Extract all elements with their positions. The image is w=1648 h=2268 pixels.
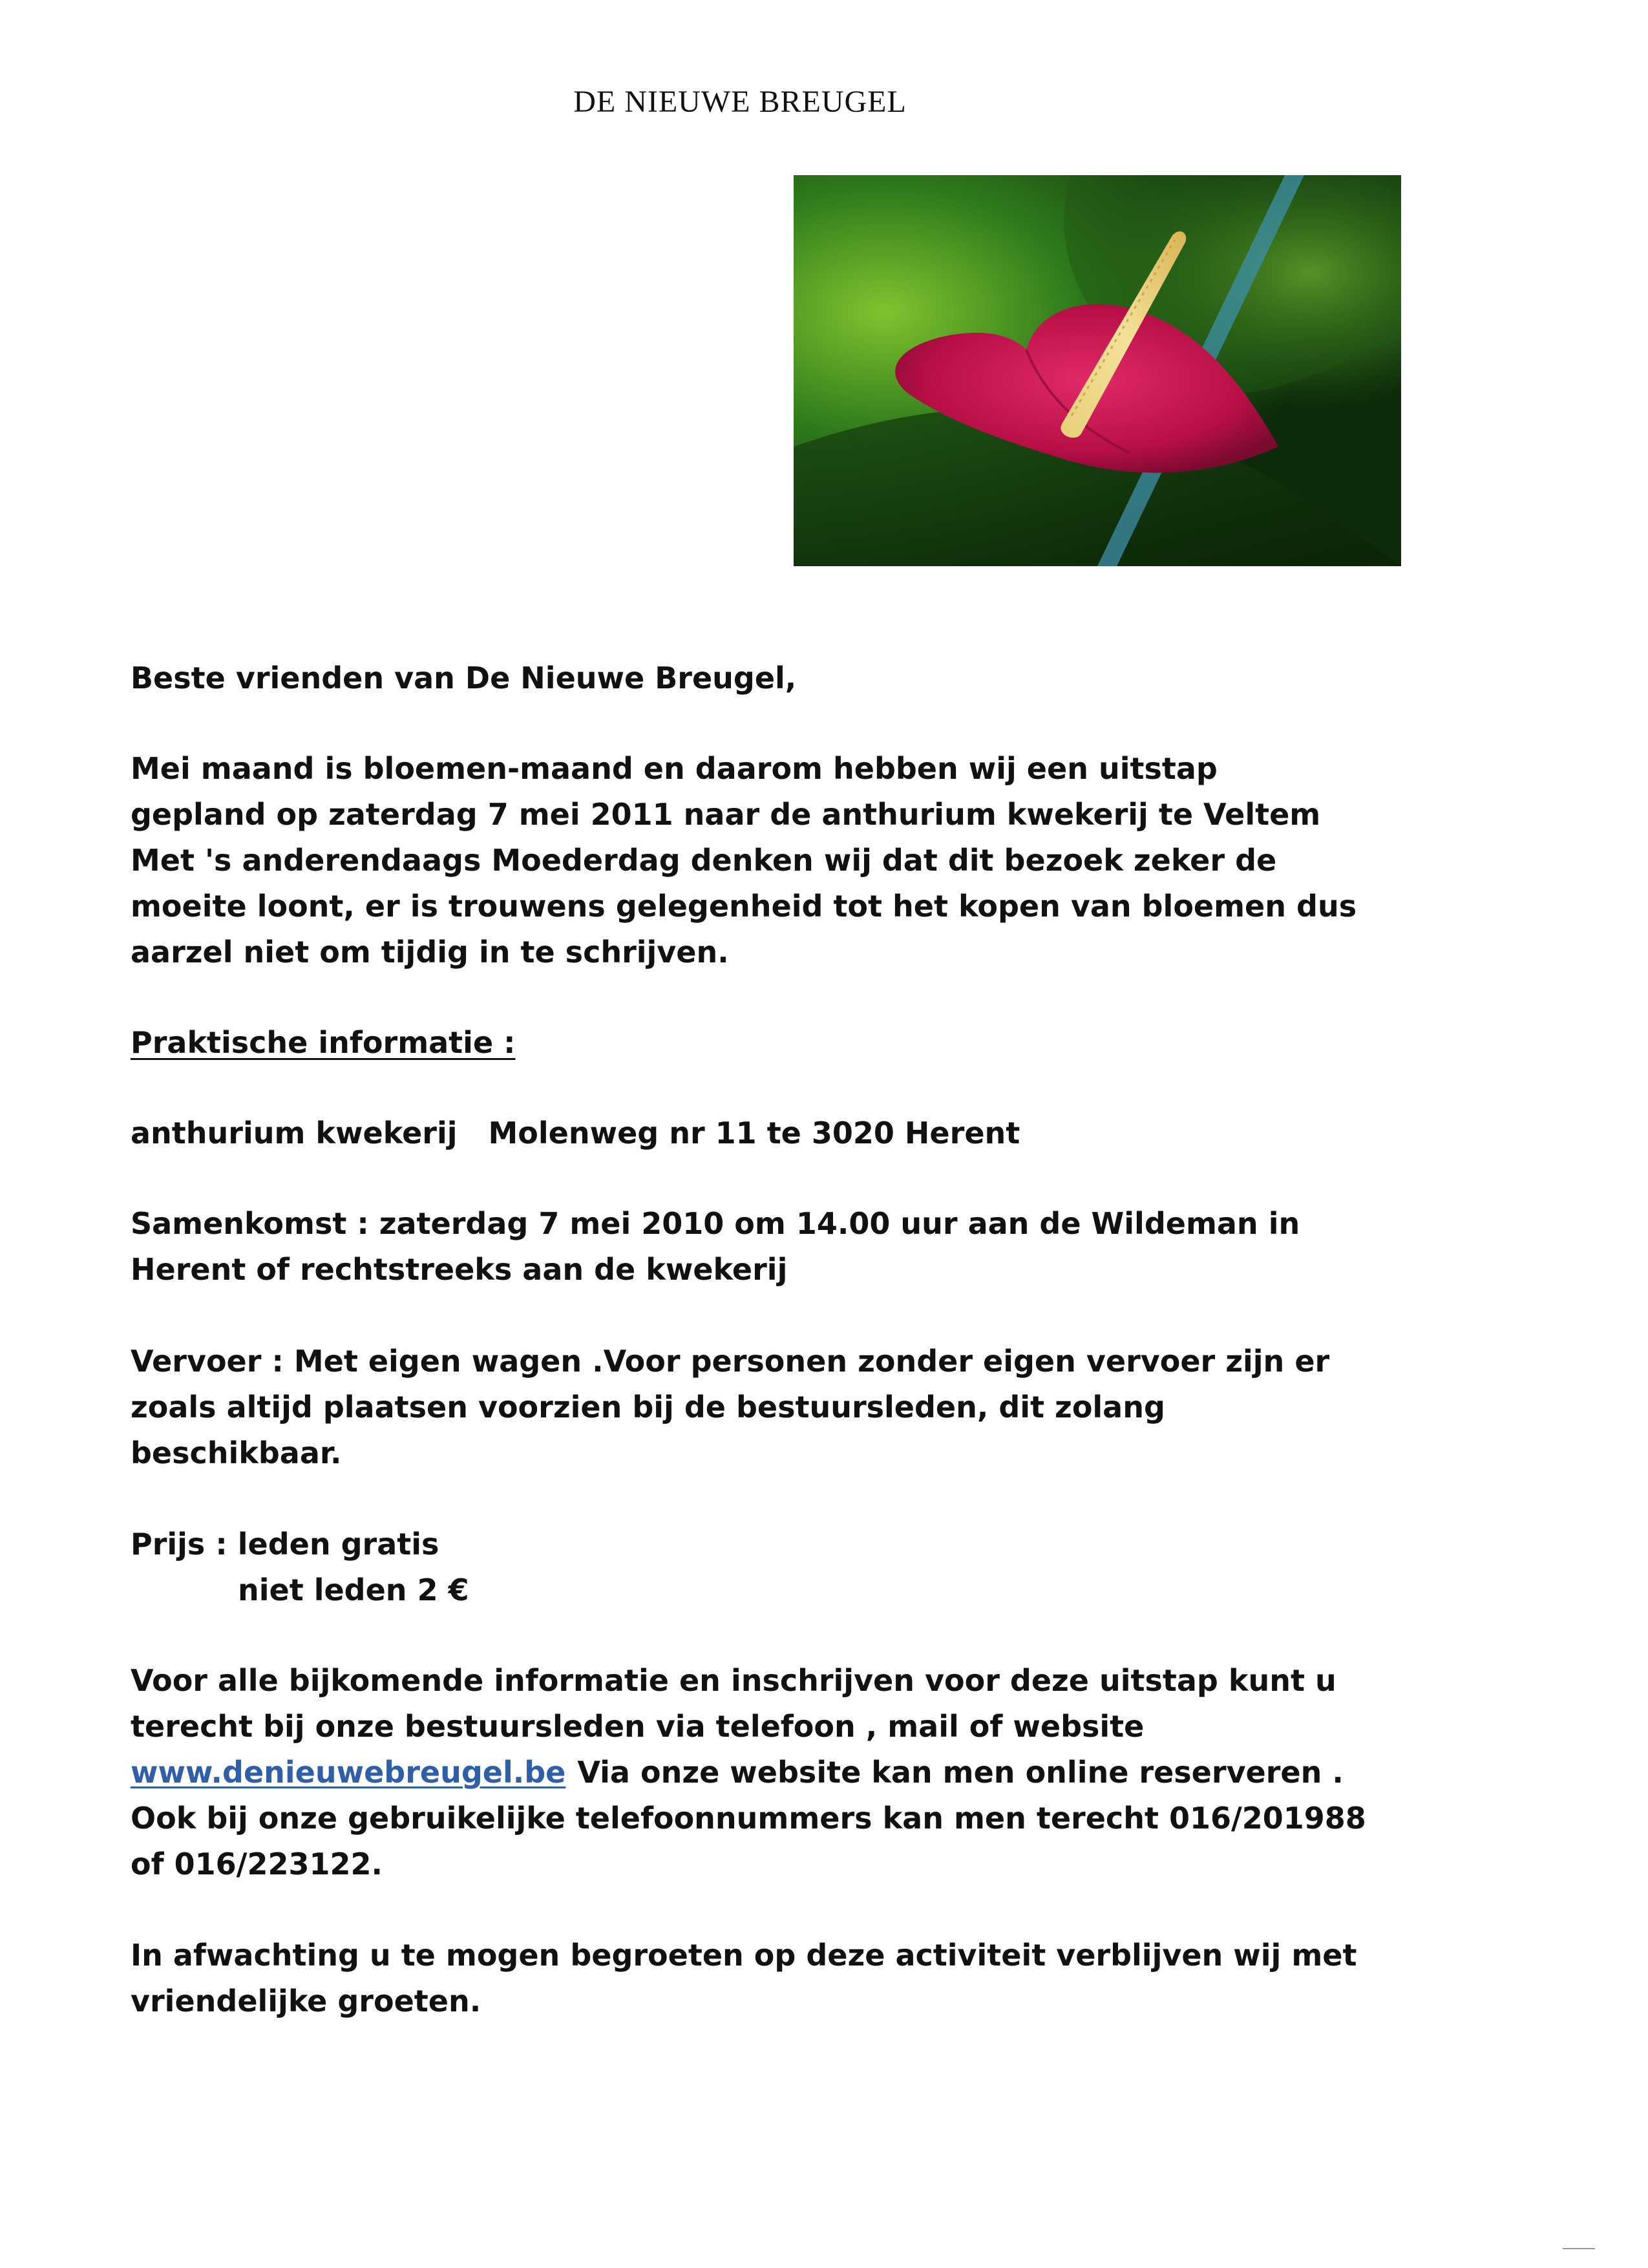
intro-line-4: moeite loont, er is trouwens gelegenheid tot het kopen van bloemen dus [131, 889, 1357, 924]
intro-line-2: gepland op zaterdag 7 mei 2011 naar de anthurium kwekerij te Veltem [131, 797, 1321, 832]
meeting-line-2: Herent of rechtstreeks aan de kwekerij [131, 1252, 788, 1287]
page-title: DE NIEUWE BREUGEL [573, 85, 907, 119]
price-line-nonmembers: niet leden 2 € [238, 1573, 469, 1607]
intro-line-1: Mei maand is bloemen-maand en daarom hebben wij een uitstap [131, 751, 1218, 786]
transport-line-3: beschikbaar. [131, 1436, 342, 1470]
phone-line-2: of 016/223122. [131, 1847, 383, 1881]
transport-line-2: zoals altijd plaatsen voorzien bij de bestuursleden, dit zolang [131, 1390, 1165, 1425]
location-name: anthurium kwekerij [131, 1116, 458, 1150]
meeting-line-1: Samenkomst : zaterdag 7 mei 2010 om 14.00 uur aan de Wildeman in [131, 1206, 1300, 1241]
intro-line-3: Met 's anderendaags Moederdag denken wij dat dit bezoek zeker de [131, 843, 1277, 878]
greeting: Beste vrienden van De Nieuwe Breugel, [131, 661, 797, 695]
website-suffix: Via onze website kan men online reserveren . [577, 1755, 1344, 1790]
contact-line-2: terecht bij onze bestuursleden via telefoon , mail of website [131, 1709, 1145, 1744]
closing-line-1: In afwachting u te mogen begroeten op deze activiteit verblijven wij met [131, 1938, 1357, 1973]
location-address: Molenweg nr 11 te 3020 Herent [488, 1116, 1020, 1150]
website-line [131, 1755, 1344, 1790]
anthurium-flower-photo [794, 175, 1401, 566]
closing-line-2: vriendelijke groeten. [131, 1984, 481, 2019]
location-line [131, 1118, 1020, 1148]
intro-line-5: aarzel niet om tijdig in te schrijven. [131, 935, 729, 970]
price-line-members: Prijs : leden gratis [131, 1527, 439, 1562]
contact-line-1: Voor alle bijkomende informatie en inschrijven voor deze uitstap kunt u [131, 1663, 1336, 1698]
phone-line-1: Ook bij onze gebruikelijke telefoonnummers kan men terecht 016/201988 [131, 1801, 1366, 1836]
scan-mark [1563, 2248, 1595, 2249]
transport-line-1: Vervoer : Met eigen wagen .Voor personen zonder eigen vervoer zijn er [131, 1344, 1330, 1379]
practical-heading: Praktische informatie : [131, 1025, 516, 1060]
website-link[interactable]: www.denieuwebreugel.be [131, 1755, 566, 1790]
